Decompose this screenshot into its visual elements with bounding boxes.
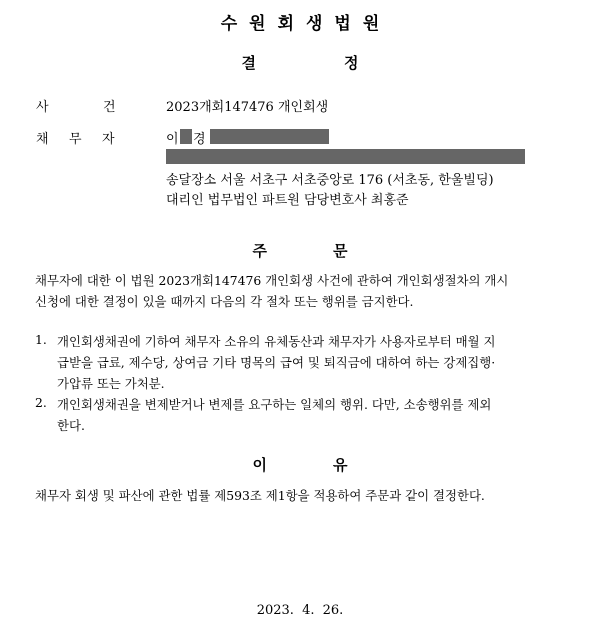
- order-heading: [0, 240, 600, 261]
- reason-heading-left: 이: [252, 456, 267, 474]
- order-item-line: 개인회생채권에 기하여 채무자 소유의 유체동산과 채무자가 사용자로부터 매월 지: [57, 334, 496, 349]
- redaction-block: [180, 129, 192, 144]
- order-heading-right: 문: [333, 242, 348, 260]
- order-item-line: 개인회생채권을 변제받거나 변제를 요구하는 일체의 행위. 다만, 소송행위를 제외: [57, 397, 492, 412]
- order-intro-line: 채무자에 대한 이 법원 2023개회147476 개인회생 사건에 관하여 개인회생절차의 개시: [35, 273, 509, 288]
- court-name: 수원회생법원: [220, 14, 392, 34]
- order-heading-left: 주: [252, 242, 267, 260]
- order-item-number: 2.: [35, 395, 47, 410]
- reason-text: 채무자 회생 및 파산에 관한 법률 제593조 제1항을 적용하여 주문과 같이 결정한다.: [35, 488, 485, 503]
- delivery-place: 송달장소 서울 서초구 서초중앙로 176 (서초동, 한울빌딩): [166, 173, 494, 188]
- case-number: 2023개회147476 개인회생: [166, 100, 329, 115]
- case-label: 사 건: [36, 100, 116, 115]
- order-item-number: 1.: [35, 332, 47, 347]
- decision-date: 2023. 4. 26.: [256, 603, 344, 618]
- order-item-line: 가압류 또는 가처분.: [57, 376, 165, 391]
- order-item-line: 한다.: [57, 418, 85, 433]
- reason-heading-right: 유: [333, 456, 348, 474]
- reason-heading: [0, 454, 600, 475]
- redaction-block: [210, 129, 329, 144]
- order-intro-line: 신청에 대한 결정이 있을 때까지 다음의 각 절차 또는 행위를 금지한다.: [35, 294, 414, 309]
- legal-agent: 대리인 법무법인 파트원 담당변호사 최홍준: [166, 193, 409, 208]
- document-title-right: 정: [344, 54, 359, 72]
- debtor-label: 채 무 자: [36, 132, 115, 147]
- debtor-name-last: 경: [193, 132, 206, 147]
- redaction-block: [166, 149, 525, 164]
- debtor-name-first: 이: [166, 132, 179, 147]
- document-title: [0, 52, 600, 73]
- order-item-line: 급받을 급료, 제수당, 상여금 기타 명목의 급여 및 퇴직금에 대하여 하는 강제집행·: [57, 355, 496, 370]
- document-title-left: 결: [241, 54, 256, 72]
